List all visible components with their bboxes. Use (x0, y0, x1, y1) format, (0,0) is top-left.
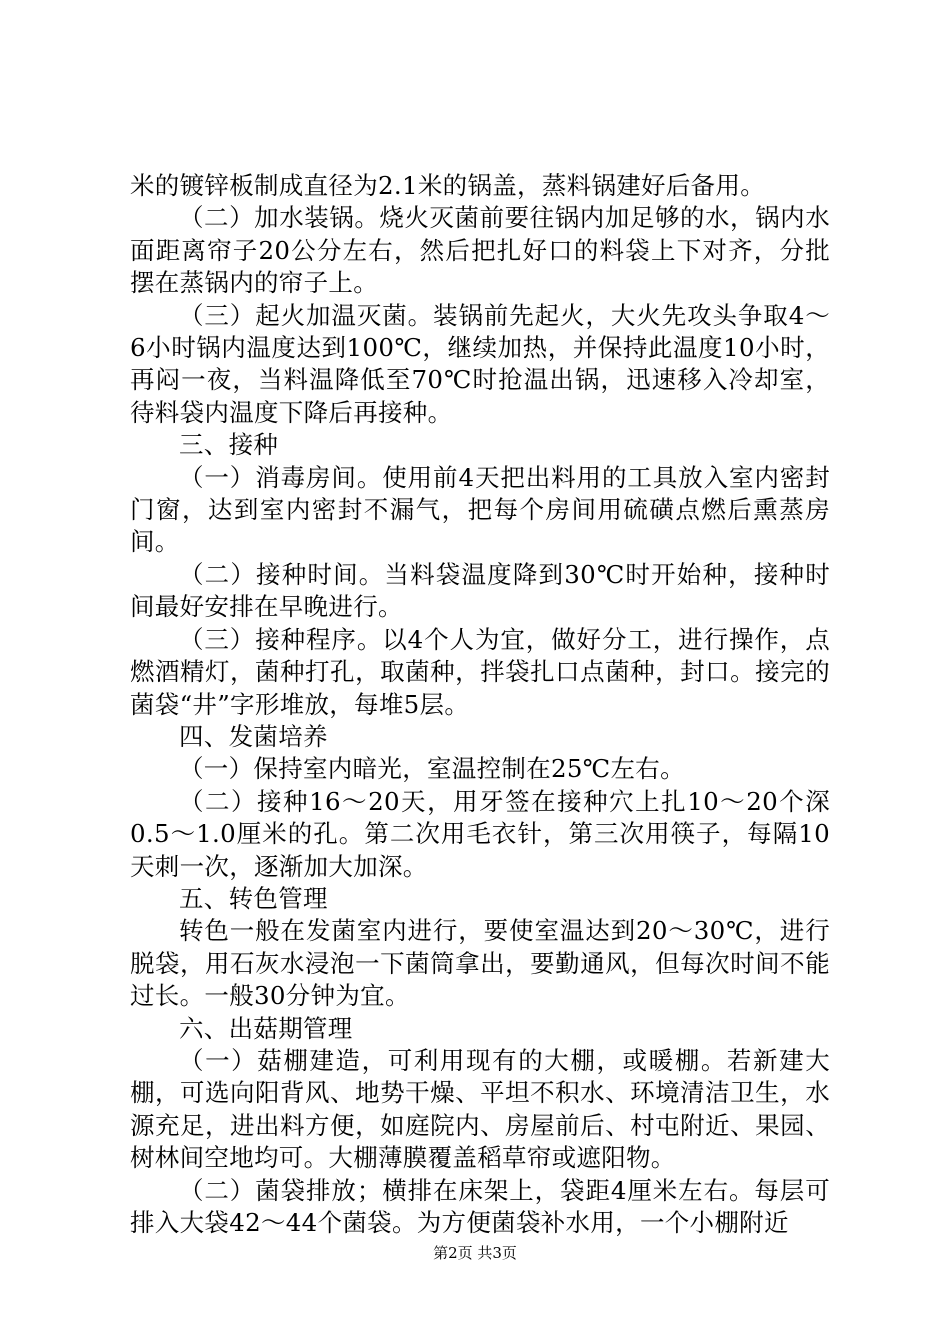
paragraph-continued: 米的镀锌板制成直径为2.1米的锅盖，蒸料锅建好后备用。 (130, 171, 766, 200)
paragraph-bag-arrangement: （二）菌袋排放；横排在床架上，袋距4厘米左右。每层可排入大袋42～44个菌袋。为方便菌袋补水用，一个小棚附近 (130, 1175, 830, 1237)
paragraph-color-change: 转色一般在发菌室内进行，要使室温达到20～30℃，进行脱袋，用石灰水浸泡一下菌筒拿出，要勤通风，但每次时间不能过长。一般30分钟为宜。 (130, 916, 830, 1011)
page-footer (0, 1243, 950, 1263)
paragraph-dark-room: （一）保持室内暗光，室温控制在25℃左右。 (179, 754, 685, 784)
paragraph-disinfect-room: （一）消毒房间。使用前4天把出料用的工具放入室内密封门窗，达到室内密封不漏气，把每个房间用硫磺点燃后熏蒸房间。 (130, 462, 830, 557)
document-body (130, 170, 830, 1239)
paragraph-inoculation-procedure: （三）接种程序。以4个人为宜，做好分工，进行操作，点燃酒精灯，菌种打孔，取菌种，拌袋扎口点菌种，封口。接完的菌袋“井”字形堆放，每堆5层。 (130, 624, 830, 719)
paragraph-greenhouse: （一）菇棚建造，可利用现有的大棚，或暖棚。若新建大棚，可选向阳背风、地势干燥、平坦不积水、环境清洁卫生，水源充足，进出料方便，如庭院内、房屋前后、村屯附近、果园、树林间空地均可。大棚薄膜覆盖稻草帘或遮阳物。 (130, 1045, 830, 1173)
section-heading-inoculation: 三、接种 (179, 430, 279, 460)
paragraph-puncture: （二）接种16～20天，用牙签在接种穴上扎10～20个深0.5～1.0厘米的孔。第二次用毛衣针，第三次用筷子，每隔10天刺一次，逐渐加大加深。 (130, 786, 830, 881)
section-heading-fruiting: 六、出菇期管理 (179, 1013, 353, 1043)
paragraph-sterilize: （三）起火加温灭菌。装锅前先起火，大火先攻头争取4～6小时锅内温度达到100℃，继续加热，并保持此温度10小时，再闷一夜，当料温降低至70℃时抢温出锅，迅速移入冷却室，待料袋内温度下降后再接种。 (130, 300, 830, 427)
paragraph-inoculation-time: （二）接种时间。当料袋温度降到30℃时开始种，接种时间最好安排在早晚进行。 (130, 559, 830, 622)
paragraph-add-water: （二）加水装锅。烧火灭菌前要往锅内加足够的水，锅内水面距离帘子20公分左右，然后把扎好口的料袋上下对齐，分批摆在蒸锅内的帘子上。 (130, 203, 830, 298)
page-number-label: 第2页 共3页 (433, 1244, 517, 1262)
section-heading-color-change: 五、转色管理 (179, 883, 328, 913)
section-heading-cultivation: 四、发菌培养 (179, 721, 328, 751)
